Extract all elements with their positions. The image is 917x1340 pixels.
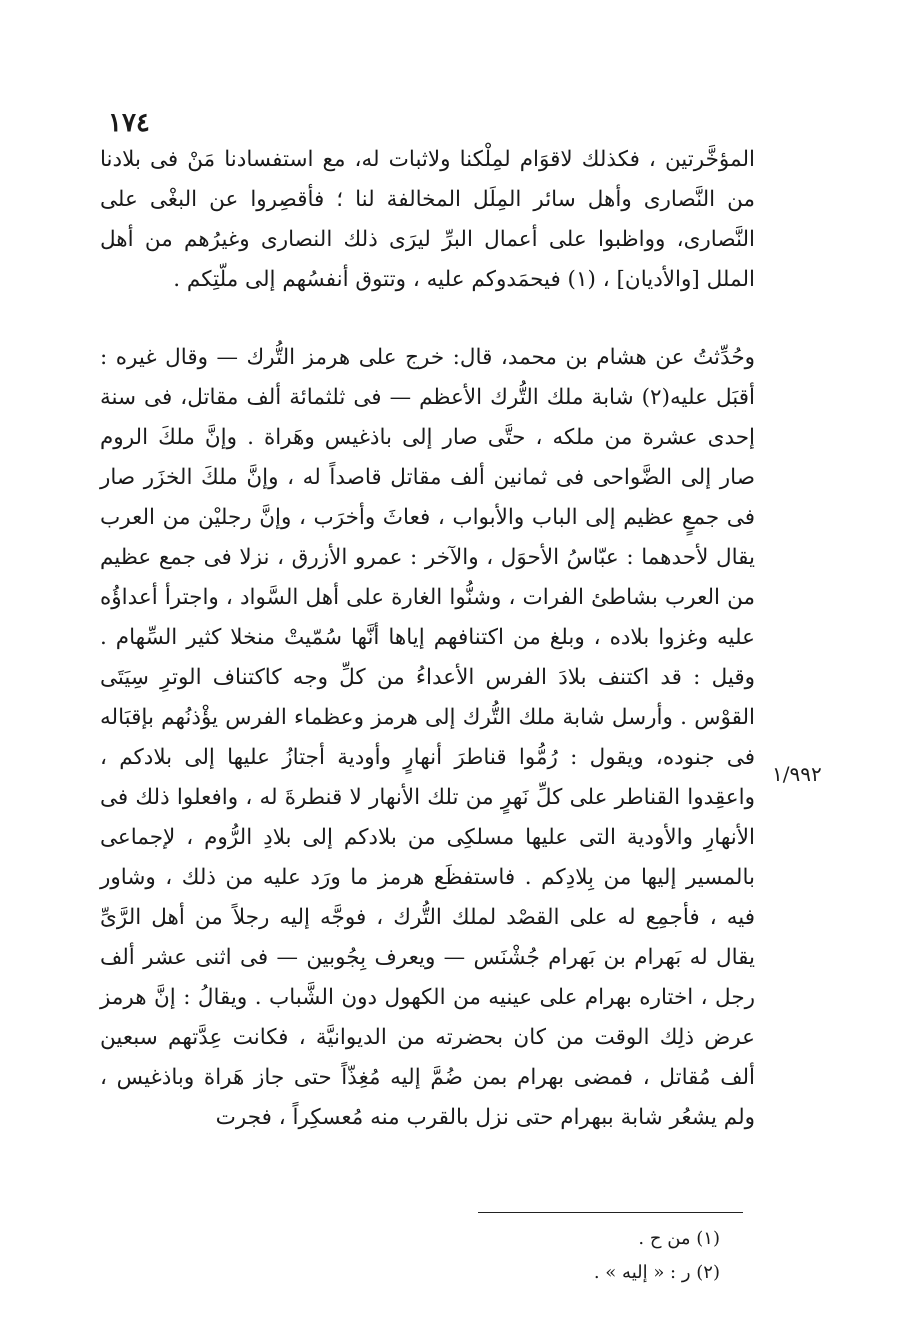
footnote-1: (١) من ح . [638, 1228, 720, 1249]
paragraph-text: المؤخَّرتين ، فكذلك لاقوَام لمِلْكنا ولاثبات له، مع استفسادنا مَنْ فى بلادنا من النَّصارى وأهل سائر المِلَل المخالفة لنا ؛ فأقصِروا عن البغْى على النَّصارى، وواظبوا على أعمال البرِّ ليرَى ذلك النصارى وغيرُهم من أهل الملل [والأديان] ، (١) فيحمَدوكم عليه ، وتتوق أنفسُهم إلى ملّتِكم . [100, 147, 755, 292]
footnote-divider [478, 1212, 743, 1213]
footnotes [430, 1222, 720, 1290]
margin-reference: ١/٩٩٢ [772, 762, 822, 786]
paragraph-text: وحُدِّثتُ عن هشام بن محمد، قال: خرج على هرمز التُّرك — وقال غيره : أقبَل عليه(٢) شابة ملك التُّرك الأعظم — فى ثلثمائة ألف مقاتل، فى سنة إحدى عشرة من ملكه ، حتَّى صار إلى باذغيس وهَراة . وإنَّ ملكَ الروم صار إلى الضَّواحى فى ثمانين ألف مقاتل قاصداً له ، وإنَّ ملكَ الخزَر صار فى جمعٍ عظيم إلى الباب والأبواب ، فعاثَ وأخرَب ، وإنَّ رجليْن من العرب يقال لأحدهما : عبّاسُ الأحوَل ، والآخر : عمرو الأزرق ، نزلا فى جمع عظيم من العرب بشاطئ الفرات ، وشنُّوا الغارة على أهل السَّواد ، واجترأ أعداؤُه عليه وغزوا بلاده ، وبلغ من اكتنافهم إياها أنَّها سُمّيتْ منخلا كثير السِّهام . وقيل : قد اكتنف بلادَ الفرس الأعداءُ من كلِّ وجه كاكتناف الوترِ سِيَتَى القوْس . وأرسل شابة ملك التُّرك إلى هرمز وعظماء الفرس يؤْذنُهم بإقبَاله فى جنوده، ويقول : رُمُّوا قناطرَ أنهارٍ وأودية أجتازُ عليها إلى بلادكم ، واعقِدوا القناطر على كلِّ نَهرٍ من تلك الأنهار لا قنطرةَ له ، وافعلوا ذلك فى الأنهارِ والأودية التى عليها مسلكِى من بلادكم إلى بلادِ الرُّوم ، لإجماعى بالمسير إليها من بِلادِكم . فاستفظَع هرمز ما ورَد عليه من ذلك ، وشاور فيه ، فأجمِع له على القصْد لملك التُّرك ، فوجَّه إليه رجلاً من أهل الرَّىِّ يقال له بَهرام بن بَهرام جُشْنَس — ويعرف بِجُوبين — فى اثنى عشر ألف رجل ، اختاره بهرام على عينيه من الكهول دون الشَّباب . ويقالُ : إنَّ هرمز عرض ذلِك الوقت من كان بحضرته من الديوانيَّة ، فكانت عِدَّتهم سبعين ألف مُقاتل ، فمضى بهرام بمن ضُمَّ إليه مُغِذّاً حتى جاز هَراة وباذغيس ، ولم يشعُر شابة ببهرام حتى نزل بالقرب منه مُعسكِراً ، فجرت [100, 345, 755, 1130]
footnote-2: (٢) ر : « إليه » . [593, 1262, 720, 1283]
paragraph-2 [100, 338, 755, 1138]
page-number: ١٧٤ [108, 108, 150, 138]
paragraph-1 [100, 140, 755, 300]
